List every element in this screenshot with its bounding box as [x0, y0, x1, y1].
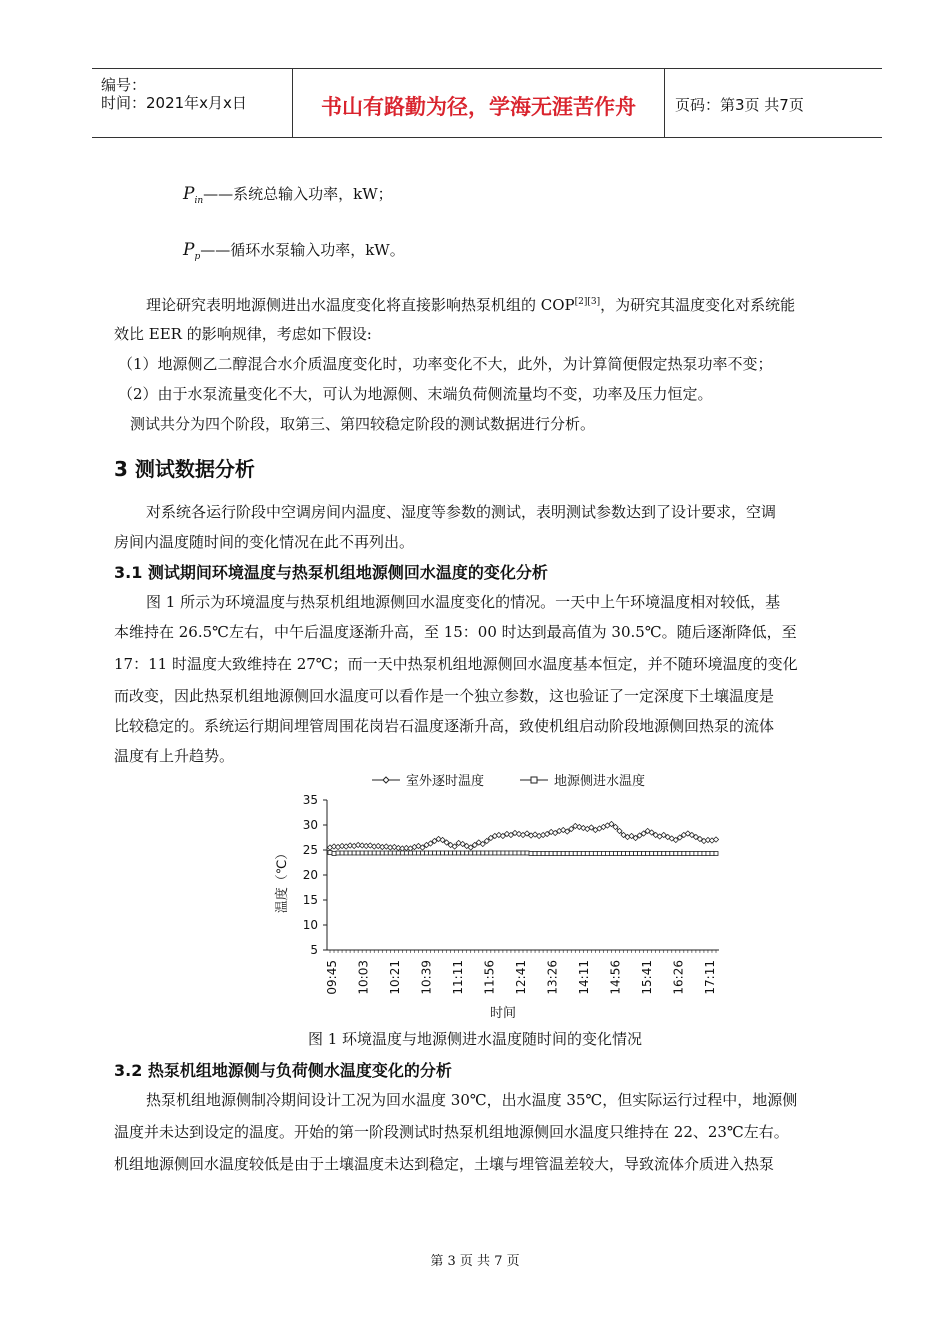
section-3-para-line: 房间内温度随时间的变化情况在此不再列出。	[114, 533, 415, 551]
data-point-ground	[646, 852, 650, 856]
data-point-ground	[501, 851, 505, 855]
data-point-ground	[372, 851, 376, 855]
data-point-ground	[441, 851, 445, 855]
data-point-ground	[706, 852, 710, 856]
data-point-ground	[497, 851, 501, 855]
y-tick-label: 20	[302, 868, 318, 882]
data-point-ground	[561, 852, 565, 856]
data-point-ground	[710, 852, 714, 856]
formula-subscript: in	[194, 196, 204, 206]
data-point-ground	[577, 852, 581, 856]
section-3-1-heading: 3.1 测试期间环境温度与热泵机组地源侧回水温度的变化分析	[114, 563, 548, 582]
data-point-ground	[400, 851, 404, 855]
data-point-ground	[392, 851, 396, 855]
intro-text: ，为研究其温度变化对系统能	[600, 296, 796, 314]
section-3-1-line: 17：11 时温度大致维持在 27℃；而一天中热泵机组地源侧回水温度基本恒定，并不随环境温度的变化	[114, 655, 798, 673]
x-tick-label: 10:21	[388, 960, 403, 995]
data-point-ground	[654, 852, 658, 856]
x-axis-title: 时间	[489, 1006, 517, 1021]
assumption-2: （2）由于水泵流量变化不大，可认为地源侧、末端负荷侧流量均不变，功率及压力恒定。	[118, 385, 713, 403]
legend-marker-square	[531, 777, 537, 783]
data-point-ground	[412, 851, 416, 855]
data-point-ground	[505, 851, 509, 855]
data-point-ground	[698, 852, 702, 856]
data-point-ground	[597, 852, 601, 856]
data-point-ground	[593, 852, 597, 856]
header-motto-cell	[293, 69, 665, 137]
data-point-ground	[658, 852, 662, 856]
data-point-ground	[469, 851, 473, 855]
x-tick-label: 11:11	[451, 960, 466, 995]
data-point-ground	[420, 851, 424, 855]
section-3-1-line: 比较稳定的。系统运行期间埋管周围花岗岩石温度逐渐升高，致使机组启动阶段地源侧回热泵的流体	[114, 717, 775, 735]
data-point-ground	[581, 852, 585, 856]
section-3-1-line: 图 1 所示为环境温度与热泵机组地源侧回水温度变化的情况。一天中上午环境温度相对较低，基	[146, 593, 781, 611]
data-point-ground	[509, 851, 513, 855]
data-point-ground	[360, 851, 364, 855]
data-point-ground	[682, 852, 686, 856]
data-point-ground	[328, 851, 332, 855]
data-point-ground	[481, 851, 485, 855]
data-point-ground	[388, 851, 392, 855]
x-tick-label: 09:45	[325, 960, 339, 995]
formula-pp	[183, 240, 405, 267]
data-point-ground	[589, 852, 593, 856]
intro-text: 理论研究表明地源侧进出水温度变化将直接影响热泵机组的 COP	[146, 296, 575, 314]
formula-subscript: p	[194, 252, 201, 262]
page-footer: 第 3 页 共 7 页	[430, 1254, 520, 1269]
section-3-2-line: 机组地源侧回水温度较低是由于土壤温度未达到稳定，土壤与埋管温差较大，导致流体介质进入热泵	[114, 1155, 775, 1173]
data-point-ground	[465, 851, 469, 855]
section-3-2-heading: 3.2 热泵机组地源侧与负荷侧水温度变化的分析	[114, 1061, 452, 1080]
page-header	[92, 68, 882, 138]
x-tick-label: 11:56	[482, 960, 497, 995]
data-point-ground	[525, 851, 529, 855]
data-point-ground	[613, 852, 617, 856]
citation-ref: [2][3]	[574, 297, 601, 307]
figure-caption: 图 1 环境温度与地源侧进水温度随时间的变化情况	[307, 1030, 643, 1048]
data-point-ground	[553, 852, 557, 856]
data-point-ground	[545, 852, 549, 856]
data-point-ground	[650, 852, 654, 856]
temperature-chart	[262, 764, 732, 1026]
data-point-ground	[686, 852, 690, 856]
data-point-ground	[384, 851, 388, 855]
data-point-ground	[408, 851, 412, 855]
data-point-ground	[642, 852, 646, 856]
data-point-ground	[622, 852, 626, 856]
data-point-ground	[453, 851, 457, 855]
data-point-ground	[533, 852, 537, 856]
y-tick-label: 25	[302, 843, 318, 857]
x-tick-label: 13:26	[545, 960, 560, 995]
data-point-ground	[690, 852, 694, 856]
x-tick-label: 10:03	[356, 960, 371, 995]
section-3-1-line: 本维持在 26.5℃左右，中午后温度逐渐升高，至 15：00 时达到最高值为 30.5℃。随后逐渐降低，至	[114, 623, 797, 641]
x-tick-label: 17:11	[703, 960, 718, 995]
data-point-ground	[601, 852, 605, 856]
legend-label: 室外逐时温度	[406, 774, 485, 789]
data-point-ground	[461, 851, 465, 855]
y-axis-title: 温度（℃）	[275, 846, 290, 914]
y-tick-label: 5	[310, 943, 318, 957]
data-point-ground	[634, 852, 638, 856]
header-meta-cell	[92, 69, 293, 137]
data-point-ground	[565, 852, 569, 856]
y-tick-label: 30	[302, 818, 318, 832]
data-point-ground	[517, 851, 521, 855]
data-point-ground	[702, 852, 706, 856]
data-point-ground	[513, 851, 517, 855]
legend-label: 地源侧进水温度	[554, 774, 646, 789]
data-point-ground	[404, 851, 408, 855]
data-point-ground	[437, 851, 441, 855]
data-point-ground	[364, 851, 368, 855]
assumption-1: （1）地源侧乙二醇混合水介质温度变化时，功率变化不大，此外，为计算简便假定热泵功率不变；	[118, 355, 773, 373]
y-tick-label: 15	[302, 893, 318, 907]
data-point-ground	[473, 851, 477, 855]
data-point-ground	[376, 851, 380, 855]
formula-pin	[183, 184, 393, 211]
data-point-ground	[666, 852, 670, 856]
data-point-ground	[348, 851, 352, 855]
data-point-ground	[449, 851, 453, 855]
data-point-ground	[416, 851, 420, 855]
formula-desc: ——循环水泵输入功率，kW。	[200, 241, 405, 259]
data-point-ground	[336, 851, 340, 855]
data-point-ground	[429, 851, 433, 855]
data-point-ground	[674, 852, 678, 856]
data-point-ground	[573, 852, 577, 856]
data-point-ground	[670, 852, 674, 856]
data-point-ground	[549, 852, 553, 856]
section-3-1-line: 温度有上升趋势。	[114, 747, 235, 765]
data-point-ground	[493, 851, 497, 855]
x-tick-label: 14:11	[577, 960, 592, 995]
data-point-ground	[396, 851, 400, 855]
data-point-ground	[445, 851, 449, 855]
data-point-ground	[569, 852, 573, 856]
legend-marker-diamond	[383, 777, 389, 783]
x-tick-label: 12:41	[514, 960, 529, 995]
x-tick-label: 14:56	[608, 960, 623, 995]
data-point-ground	[537, 852, 541, 856]
data-point-ground	[457, 851, 461, 855]
x-tick-label: 16:26	[671, 960, 686, 995]
data-point-ground	[638, 852, 642, 856]
data-point-ground	[529, 852, 533, 856]
section-3-2-line: 热泵机组地源侧制冷期间设计工况为回水温度 30℃，出水温度 35℃，但实际运行过程中，地源侧	[146, 1091, 798, 1109]
number-label: 编号：	[101, 76, 147, 94]
data-point-ground	[626, 852, 630, 856]
data-point-ground	[368, 851, 372, 855]
time-label: 时间：2021年x月x日	[101, 94, 247, 112]
data-point-ground	[433, 851, 437, 855]
data-point-ground	[585, 852, 589, 856]
y-tick-label: 35	[302, 793, 318, 807]
section-3-para-line: 对系统各运行阶段中空调房间内温度、湿度等参数的测试，表明测试参数达到了设计要求，空调	[146, 503, 777, 521]
data-point-ground	[618, 852, 622, 856]
data-point-ground	[356, 851, 360, 855]
intro-line-2: 效比 EER 的影响规律，考虑如下假设:	[114, 325, 372, 343]
data-point-ground	[630, 852, 634, 856]
data-point-ground	[609, 852, 613, 856]
section-3-1-line: 而改变，因此热泵机组地源侧回水温度可以看作是一个独立参数，这也验证了一定深度下土壤温度是	[114, 687, 775, 705]
formula-symbol: P	[183, 184, 195, 204]
data-point-ground	[477, 851, 481, 855]
data-point-ground	[352, 851, 356, 855]
page-info: 页码：第3页 共7页	[675, 96, 804, 114]
section-3-heading: 3 测试数据分析	[114, 457, 255, 481]
data-point-ground	[332, 852, 336, 856]
data-point-ground	[344, 851, 348, 855]
data-point-ground	[662, 852, 666, 856]
data-point-ground	[489, 851, 493, 855]
formula-desc: ——系统总输入功率，kW；	[203, 185, 393, 203]
x-tick-label: 10:39	[419, 960, 434, 995]
data-point-ground	[678, 852, 682, 856]
intro-line-5: 测试共分为四个阶段，取第三、第四较稳定阶段的测试数据进行分析。	[130, 415, 596, 433]
data-point-ground	[521, 851, 525, 855]
data-point-ground	[485, 851, 489, 855]
data-point-ground	[605, 852, 609, 856]
intro-line-1	[146, 292, 795, 315]
data-point-ground	[714, 852, 718, 856]
data-point-ground	[541, 852, 545, 856]
y-tick-label: 10	[302, 918, 318, 932]
section-3-2-line: 温度并未达到设定的温度。开始的第一阶段测试时热泵机组地源侧回水温度只维持在 22、23℃左右。	[114, 1123, 789, 1141]
motto-text: 书山有路勤为径，学海无涯苦作舟	[321, 95, 636, 119]
x-tick-label: 15:41	[640, 960, 655, 995]
data-point-ground	[557, 852, 561, 856]
data-point-ground	[340, 851, 344, 855]
data-point-ground	[694, 852, 698, 856]
data-point-ground	[425, 851, 429, 855]
formula-symbol: P	[183, 240, 195, 260]
header-page-cell	[665, 69, 882, 137]
data-point-ground	[380, 851, 384, 855]
